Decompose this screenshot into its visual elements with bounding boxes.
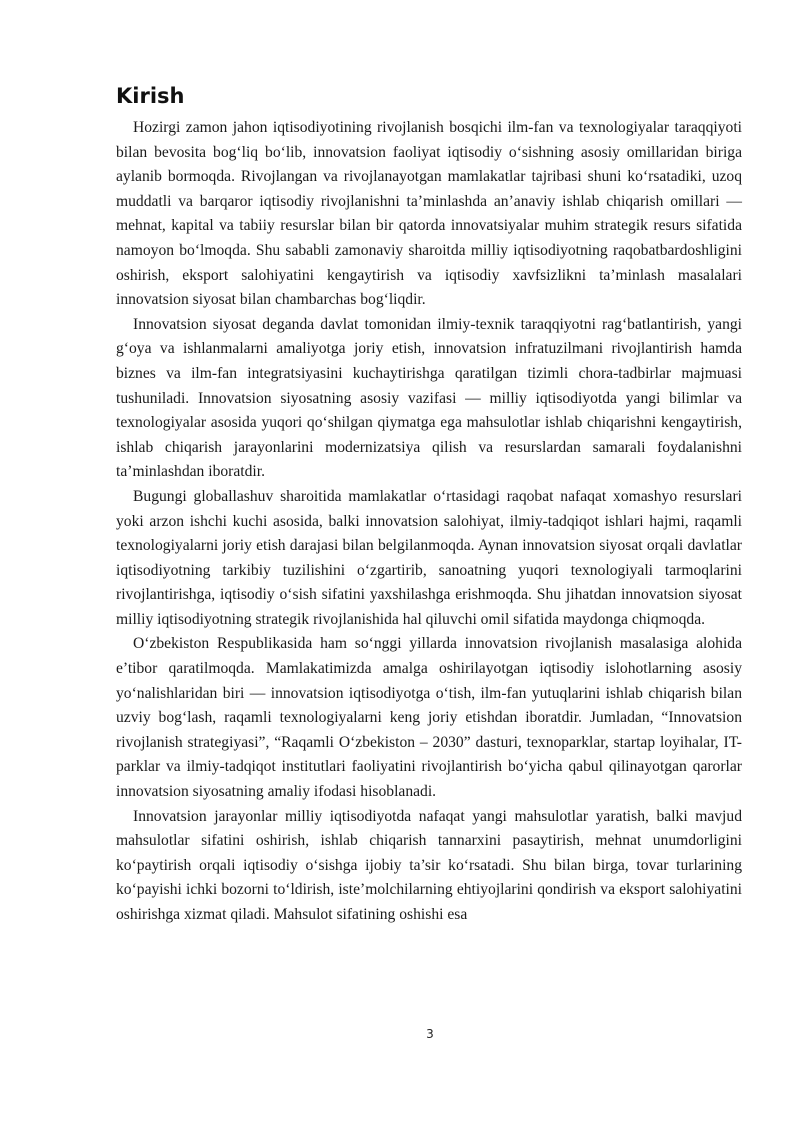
paragraph-1: Hozirgi zamon jahon iqtisodiyotining rivojlanish bosqichi ilm-fan va texnologiyalar taraqqiyoti bilan bevosita bog‘liq bo‘lib, innovatsion faoliyat iqtisodiy o‘sishning asosiy omillaridan biriga aylanib bormoqda. Rivojlangan va rivojlanayotgan mamlakatlar tajribasi shuni ko‘rsatadiki, uzoq muddatli va barqaror iqtisodiy rivojlanishni ta’minlashda an’anaviy ishlab chiqarish omillari — mehnat, kapital va tabiiy resurslar bilan bir qatorda innovatsiyalar muhim strategik resurs sifatida namoyon bo‘lmoqda. Shu sababli zamonaviy sharoitda milliy iqtisodiyotning raqobatbardoshligini oshirish, eksport salohiyatini kengaytirish va iqtisodiy xavfsizlikni ta’minlash masalalari innovatsion siyosat bilan chambarchas bog‘liqdir. xyxy=(116,119,742,309)
paragraph-2: Innovatsion siyosat deganda davlat tomonidan ilmiy-texnik taraqqiyotni rag‘batlantirish, yangi g‘oya va ishlanmalarni amaliyotga joriy etish, innovatsion infratuzilmani rivojlantirish hamda biznes va ilm-fan integratsiyasini kuchaytirishga qaratilgan tizimli chora-tadbirlar majmuasi tushuniladi. Innovatsion siyosatning asosiy vazifasi — milliy iqtisodiyotda yangi bilimlar va texnologiyalar asosida yuqori qo‘shilgan qiymatga ega mahsulotlar ishlab chiqarishni kengaytirish, ishlab chiqarish jarayonlarini modernizatsiya qilish va resurslardan samarali foydalanishni ta’minlashdan iboratdir. xyxy=(116,315,742,481)
paragraph-4: O‘zbekiston Respublikasida ham so‘nggi yillarda innovatsion rivojlanish masalasiga alohida e’tibor qaratilmoqda. Mamlakatimizda amalga oshirilayotgan iqtisodiy islohotlarning asosiy yo‘nalishlaridan biri — innovatsion iqtisodiyotga o‘tish, ilm-fan yutuqlarini ishlab chiqarish bilan uzviy bog‘lash, raqamli texnologiyalarni keng joriy etishdan iboratdir. Jumladan, “Innovatsion rivojlanish strategiyasi”, “Raqamli O‘zbekiston – 2030” dasturi, texnoparklar, startap loyihalar, IT-parklar va ilmiy-tadqiqot institutlari faoliyatini rivojlantirish bo‘yicha qabul qilinayotgan qarorlar innovatsion siyosatning amaliy ifodasi hisoblanadi. xyxy=(116,635,742,801)
paragraph-3: Bugungi globallashuv sharoitida mamlakatlar o‘rtasidagi raqobat nafaqat xomashyo resurslari yoki arzon ishchi kuchi asosida, balki innovatsion salohiyat, ilmiy-tadqiqot ishlari hajmi, raqamli texnologiyalarni joriy etish darajasi bilan belgilanmoqda. Aynan innovatsion siyosat orqali davlatlar iqtisodiyotning tarkibiy tuzilishini o‘zgartirib, sanoatning yuqori texnologiyali tarmoqlarini rivojlantirishga, iqtisodiy o‘sish sifatini yaxshilashga erishmoqda. Shu jihatdan innovatsion siyosat milliy iqtisodiyotning strategik rivojlanishida hal qiluvchi omil sifatida maydonga chiqmoqda. xyxy=(116,487,742,628)
page-content xyxy=(116,82,742,928)
page-number: 3 xyxy=(426,1027,434,1041)
paragraph-5: Innovatsion jarayonlar milliy iqtisodiyotda nafaqat yangi mahsulotlar yaratish, balki mavjud mahsulotlar sifatini oshirish, ishlab chiqarish tannarxini pasaytirish, mehnat unumdorligini ko‘paytirish orqali iqtisodiy o‘sishga ijobiy ta’sir ko‘rsatadi. Shu bilan birga, tovar turlarining ko‘payishi ichki bozorni to‘ldirish, iste’molchilarning ehtiyojlarini qondirish va eksport salohiyatini oshirishga xizmat qiladi. Mahsulot sifatining oshishi esa xyxy=(116,807,742,923)
section-heading: Kirish xyxy=(116,84,185,108)
